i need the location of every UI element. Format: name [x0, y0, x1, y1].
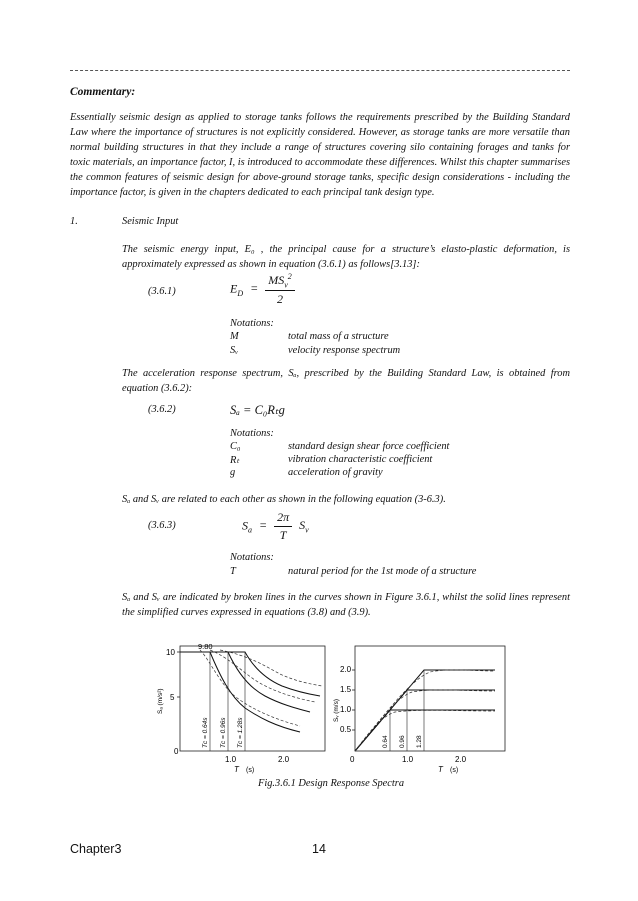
notation-symbol: C₀ [230, 441, 241, 452]
eq1-denominator: 2 [277, 292, 284, 307]
left-y-tick: 5 [170, 693, 175, 702]
velocity-curve-tc-096 [355, 690, 495, 751]
right-period-label: 0.96 [399, 735, 406, 748]
left-period-label: Tᴄ = 1.28s [237, 717, 244, 748]
eq1-lhs: E [230, 281, 238, 296]
section-title: Seismic Input [122, 216, 179, 227]
peak-label: 9.80 [198, 642, 213, 651]
eq3-fraction [274, 510, 292, 543]
equation-3-6-1: $E_D$ = $\frac{MS_v^2}{2}$ [230, 272, 295, 307]
eq2-notation-row [230, 441, 570, 455]
left-x-axis-label: T [234, 765, 239, 774]
eq1-notation-row [230, 345, 570, 359]
accel-dashed-curve [200, 650, 300, 726]
left-y-tick: 0 [174, 747, 179, 756]
curves-paragraph: Sₐ and Sᵥ are indicated by broken lines in the curves shown in Figure 3.6.1, whilst the solid lines represent the simplified curves expressed in equations (3.8) and (3.9). [122, 592, 570, 618]
right-x-axis-unit: (s) [450, 767, 459, 774]
equation-3-6-1-number: (3.6.1) [148, 286, 176, 297]
left-x-axis-unit: (s) [246, 767, 255, 774]
footer-page-number: 14 [312, 842, 326, 856]
notation-description: vibration characteristic coefficient [288, 454, 433, 465]
separator-rule [70, 70, 570, 71]
equation-3-6-2: Sₐ = C₀Rₜg [230, 403, 285, 417]
notation-description: velocity response spectrum [288, 345, 401, 356]
energy-paragraph: The seismic energy input, E₀ , the principal cause for a structure’s elasto-plastic deformation, is approximately expressed as shown in equation (3.6.1) as follows[3.13]: [122, 244, 570, 270]
figure-caption: Fig.3.6.1 Design Response Spectra [258, 778, 405, 789]
left-y-tick: 10 [166, 648, 175, 657]
equation-3-6-2-number: (3.6.2) [148, 404, 176, 415]
section-number: 1. [70, 216, 78, 227]
left-period-label: Tᴄ = 0.96s [220, 717, 227, 748]
eq3-notations-title: Notations: [230, 552, 274, 563]
eq1-numerator: MS [268, 273, 285, 287]
notation-symbol: g [230, 467, 236, 478]
notation-symbol: Sᵥ [230, 345, 239, 356]
right-y-tick: 0.5 [340, 725, 352, 734]
acceleration-spectrum-plot [157, 642, 325, 774]
eq2-notation-row [230, 454, 570, 468]
right-period-label: 1.28 [416, 735, 423, 748]
right-x-axis-label: T [438, 765, 443, 774]
eq3-lhs: S [242, 518, 248, 533]
notation-symbol: T [230, 566, 236, 577]
notation-description: total mass of a structure [288, 331, 389, 342]
velocity-dashed-curve [355, 690, 495, 751]
eq1-lhs-sub: D [237, 288, 244, 298]
notation-description: acceleration of gravity [288, 467, 383, 478]
velocity-dashed-curve [355, 710, 495, 751]
eq3-lhs-sub: a [248, 525, 252, 535]
notation-symbol: M [230, 331, 239, 342]
eq1-num-sub: v [284, 280, 288, 290]
right-y-axis-label: Sᵥ (m/s) [333, 698, 340, 722]
related-paragraph: Sₐ and Sᵥ are related to each other as shown in the following equation (3-6.3). [122, 494, 446, 505]
eq1-notations-title: Notations: [230, 318, 274, 329]
velocity-spectrum-plot [333, 646, 505, 774]
eq1-num-sup: 2 [287, 272, 292, 281]
commentary-heading: Commentary: [70, 86, 136, 98]
eq3-notation-row [230, 566, 570, 580]
right-x-tick: 0 [350, 755, 355, 764]
accel-paragraph: The acceleration response spectrum, Sₐ, prescribed by the Building Standard Law, is obtained from equation (3.6.2): [122, 368, 570, 394]
velocity-curve-tc-064 [355, 710, 495, 751]
right-x-tick: 2.0 [455, 755, 467, 764]
eq3-denominator: T [279, 528, 287, 542]
left-y-axis-label: Sₐ (m/s²) [157, 688, 164, 714]
notation-symbol: Rₜ [230, 455, 240, 466]
footer-chapter: Chapter3 [70, 842, 122, 856]
eq1-fraction [265, 272, 295, 307]
equation-3-6-3-number: (3.6.3) [148, 520, 176, 531]
eq3-rhs-sub: v [305, 525, 309, 535]
eq2-notation-row [230, 467, 570, 481]
equation-3-6-3: $S_a$ = $\frac{2\pi}{T}$ $S_v$ [242, 510, 309, 542]
design-response-spectra-figure [150, 636, 530, 776]
left-period-label: Tᴄ = 0.64s [202, 717, 209, 748]
right-plot-frame [355, 646, 505, 751]
eq3-rhs: S [299, 518, 306, 533]
right-y-tick: 1.5 [340, 685, 352, 694]
notation-description: natural period for the 1st mode of a structure [288, 566, 477, 577]
eq1-notation-row [230, 331, 570, 345]
eq3-numerator: 2π [274, 510, 292, 527]
right-y-tick: 2.0 [340, 665, 352, 674]
left-x-tick: 2.0 [278, 755, 290, 764]
eq2-notations-title: Notations: [230, 428, 274, 439]
right-x-tick: 1.0 [402, 755, 414, 764]
notation-description: standard design shear force coefficient [288, 441, 450, 452]
right-period-label: 0.64 [382, 735, 389, 748]
intro-paragraph: Essentially seismic design as applied to storage tanks follows the requirements prescribed by the Building Standard Law where the importance of structures is not explicitly considered. However, as storage tanks are more versatile than normal building structures in that they include a range of structures covering silo containing forages and tanks for toxic materials, an importance factor, I, is introduced to accommodate these differences. Whilst this chapter summarises the common features of seismic design for above-ground storage tanks, specific design considerations - including the importance factor, is given in the chapters dedicated to each principal tank design type. [70, 112, 570, 198]
right-y-tick: 1.0 [340, 705, 352, 714]
left-x-tick: 1.0 [225, 755, 237, 764]
